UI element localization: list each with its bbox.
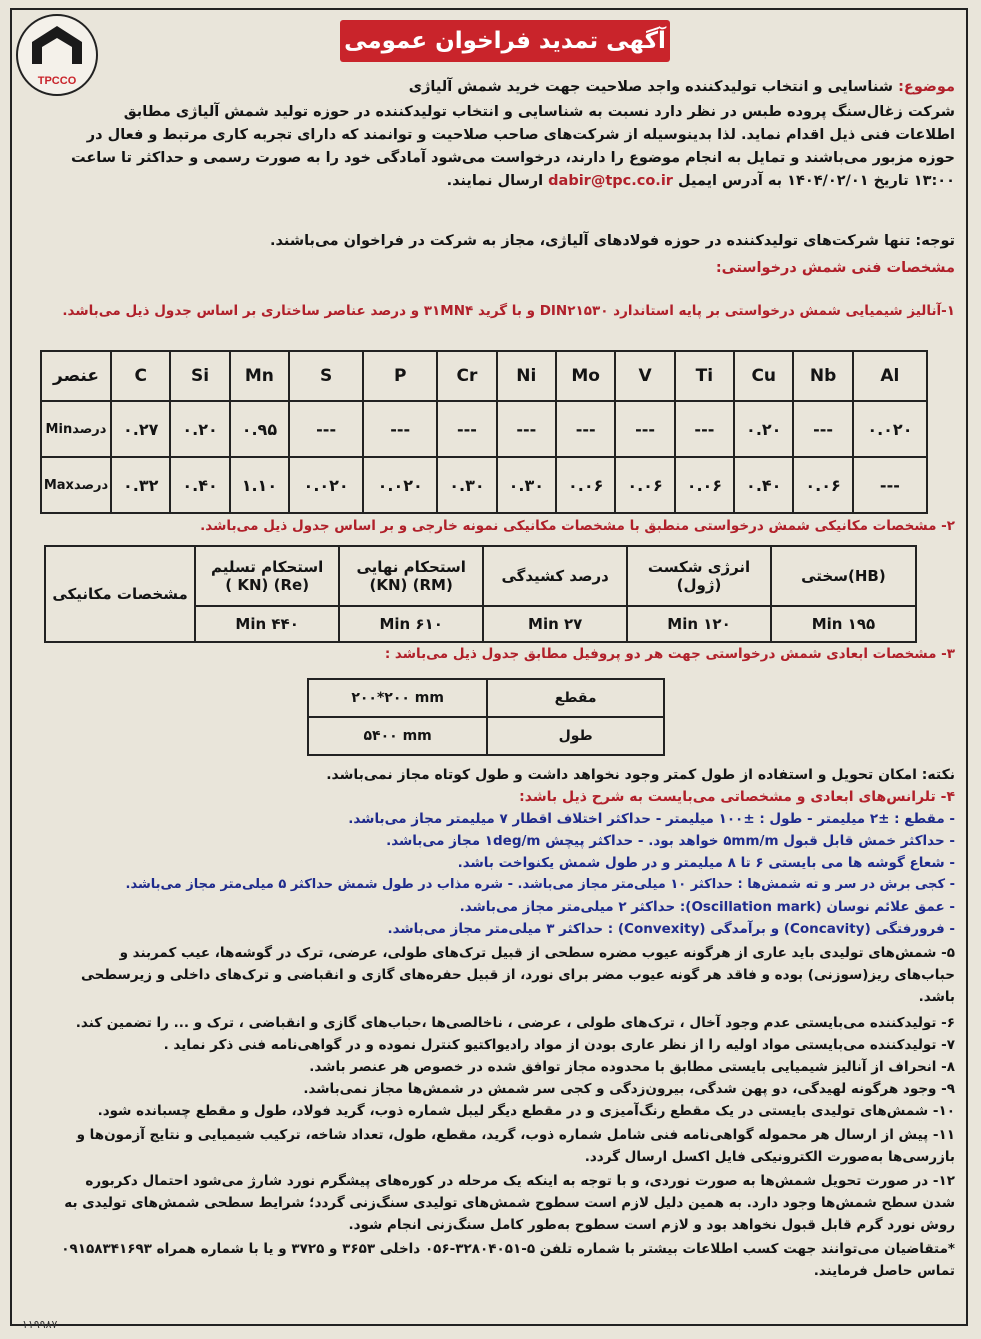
intro-line-3: حوزه مزبور می‌باشند و تمایل به انجام موضوع را دارند، درخواست می‌شود آمادگی خود را به صورت رسمی و حداکثر تا ساعت	[71, 150, 955, 166]
subject-line	[55, 76, 955, 99]
mechanical-properties-table	[44, 545, 917, 643]
min-cell: ---	[363, 401, 437, 457]
max-cell: ۰.۳۲	[111, 457, 170, 513]
max-cell: ---	[853, 457, 927, 513]
tolerance-line: - شعاع گوشه ها می بایستی ۶ تا ۸ میلیمتر و در طول شمش یکنواخت باشد.	[457, 855, 955, 871]
item-12: ۱۲- در صورت تحویل شمش‌ها به صورت نوردی، و با توجه به اینکه یک مرحله در کوره‌های پیشگرم نورد شارژ می‌شود احتمال دکربوره شدن سطح شمش‌ها وجود دارد. به همین دلیل لازم است سطوح شمش‌های تولیدی سنگ‌زنی گردد؛ شرایط سطحی شمش‌های تولیدی به روش نورد گرم قابل قبول نخواهد بود و لازم است سطوح به‌طور کامل سنگ‌زنی انجام شود.	[64, 1173, 955, 1233]
min-cell: ---	[793, 401, 852, 457]
dim-value-length: ۵۴۰۰ mm	[308, 717, 487, 755]
min-cell: ۰.۲۰	[734, 401, 793, 457]
send-text: ارسال نمایند.	[446, 173, 544, 189]
mech-header-impact: انرژی شکست (ژول)	[627, 546, 771, 606]
logo-text: TPCCO	[37, 75, 77, 87]
element-cell: Cu	[734, 351, 793, 401]
item-6: ۶- تولیدکننده می‌بایستی عدم وجود آخال ، ترک‌های طولی ، عرضی ، ناخالصی‌ها ،حباب‌های گازی و انقباضی ، ترک و ... را تضمین کند.	[75, 1015, 955, 1031]
item-9: ۹- وجود هرگونه لهیدگی، دو پهن شدگی، بیرون‌زدگی و کجی سر شمش در شمش‌ها مجاز نمی‌باشد.	[303, 1081, 955, 1097]
element-cell: Ti	[675, 351, 734, 401]
min-cell: ۰.۲۰	[170, 401, 229, 457]
tolerance-line: - عمق علائم نوسان (Oscillation mark): حداکثر ۲ میلی‌متر مجاز می‌باشد.	[459, 899, 955, 915]
mech-value-ultimate: Min ۶۱۰	[339, 606, 483, 642]
min-cell: ---	[289, 401, 363, 457]
specs-heading: مشخصات فنی شمش درخواستی:	[715, 260, 955, 276]
dim-value-section: ۲۰۰*۲۰۰ mm	[308, 679, 487, 717]
mech-value-yield: Min ۴۴۰	[195, 606, 339, 642]
mech-row-label: مشخصات مکانیکی	[45, 546, 195, 642]
ad-title-banner: آگهی تمدید فراخوان عمومی	[340, 20, 670, 62]
ad-number: ۱۱۹۹۸۷	[22, 1318, 58, 1331]
min-cell: ---	[615, 401, 674, 457]
subject-label: موضوع:	[898, 79, 955, 95]
item-2-mechanical: ۲- مشخصات مکانیکی شمش درخواستی منطبق با مشخصات مکانیکی نمونه خارجی و بر اساس جدول ذیل می‌باشد.	[200, 518, 955, 534]
max-cell: ۰.۰۶	[793, 457, 852, 513]
max-cell: ۰.۴۰	[734, 457, 793, 513]
max-cell: ۰.۴۰	[170, 457, 229, 513]
intro-line-2: اطلاعات فنی ذیل اقدام نماید. لذا بدینوسیله از شرکت‌های صاحب صلاحیت و توانمند که دارای تجربه کاری مرتبط و فعال در	[86, 127, 955, 143]
max-row-label: Maxدرصد	[41, 457, 111, 513]
element-cell: Cr	[437, 351, 496, 401]
subject-text: شناسایی و انتخاب تولیدکننده واجد صلاحیت جهت خرید شمش آلیاژی	[408, 79, 894, 95]
element-cell: Nb	[793, 351, 852, 401]
min-cell: ---	[437, 401, 496, 457]
min-row-label: Minدرصد	[41, 401, 111, 457]
element-cell: Si	[170, 351, 229, 401]
max-cell: ۰.۰۲۰	[289, 457, 363, 513]
item-7: ۷- تولیدکننده می‌بایستی مواد اولیه را از نظر عاری بودن از مواد رادیواکتیو کنترل نموده و در گواهی‌نامه فنی ذکر نماید .	[163, 1037, 955, 1053]
max-cell: ۰.۰۶	[675, 457, 734, 513]
max-cell: ۰.۳۰	[437, 457, 496, 513]
element-cell: Mn	[230, 351, 289, 401]
element-cell: Al	[853, 351, 927, 401]
item-3-dimensions: ۳- مشخصات ابعادی شمش درخواستی جهت هر دو پروفیل مطابق جدول ذیل می‌باشد :	[384, 646, 955, 662]
item-8: ۸- انحراف از آنالیز شیمیایی بایستی مطابق با محدوده مجاز توافق شده در خصوص هر عنصر باشد.	[309, 1059, 955, 1075]
min-cell: ۰.۹۵	[230, 401, 289, 457]
item-5-defects: ۵- شمش‌های تولیدی باید عاری از هرگونه عیوب مضره سطحی از قبیل ترک‌های طولی، عرضی، ترک در گوشه‌ها، عیب کمربند و حباب‌های ریز(سوزنی) بوده و فاقد هر گونه عیوب مضر برای نورد، از قبیل حفره‌های گازی و انقباضی و ترک‌های داخلی و زیرسطحی باشد.	[81, 945, 955, 1005]
element-cell: C	[111, 351, 170, 401]
tolerance-line: - مقطع : ±۲ میلیمتر - طول : ±۱۰۰ میلیمتر - حداکثر اختلاف اقطار ۷ میلیمتر مجاز می‌باشد.	[348, 811, 955, 827]
item-4-tolerances: ۴- تلرانس‌های ابعادی و مشخصاتی می‌بایست به شرح ذیل باشد:	[519, 789, 955, 805]
dimension-table	[307, 678, 665, 756]
mech-value-hardness: Min ۱۹۵	[771, 606, 916, 642]
mech-header-ultimate: استحکام نهایی (RM) (KN)	[339, 546, 483, 606]
intro-paragraph	[55, 101, 955, 193]
max-cell: ۰.۰۶	[556, 457, 615, 513]
min-cell: ۰.۰۲۰	[853, 401, 927, 457]
max-cell: ۰.۳۰	[497, 457, 556, 513]
mech-header-yield: استحکام تسلیم (Re) (KN )	[195, 546, 339, 606]
note-length: نکته: امکان تحویل و استفاده از طول کمتر وجود نخواهد داشت و طول کوتاه مجاز نمی‌باشد.	[326, 767, 955, 783]
element-cell: Ni	[497, 351, 556, 401]
mech-value-elongation: Min ۲۷	[483, 606, 627, 642]
min-cell: ۰.۲۷	[111, 401, 170, 457]
contact-info: *متقاضیان می‌توانند جهت کسب اطلاعات بیشتر با شماره تلفن ۵-۳۲۸۰۴۰۵۱-۰۵۶ داخلی ۳۶۵۳ و ۳۷۲۵ و یا با شماره همراه ۰۹۱۵۸۳۴۱۶۹۳ تماس حاصل فرمایند.	[61, 1241, 955, 1279]
intro-line-4	[55, 170, 955, 193]
dim-label-section: مقطع	[487, 679, 664, 717]
tolerance-line: - فرورفتگی (Concavity) و برآمدگی (Convexity) : حداکثر ۳ میلی‌متر مجاز می‌باشد.	[387, 921, 955, 937]
item-1-chemical: ۱-آنالیز شیمیایی شمش درخواستی بر پایه استاندارد DIN۲۱۵۳۰ و با گرید ۳۱MN۴ و درصد عناصر ساختاری بر اساس جدول ذیل می‌باشد.	[62, 303, 955, 319]
max-cell: ۰.۰۶	[615, 457, 674, 513]
min-cell: ---	[556, 401, 615, 457]
dim-label-length: طول	[487, 717, 664, 755]
min-cell: ---	[497, 401, 556, 457]
element-cell: S	[289, 351, 363, 401]
table-row	[308, 679, 664, 717]
intro-line-1: شرکت زغال‌سنگ پروده طبس در نظر دارد نسبت به شناسایی و انتخاب تولیدکننده در حوزه تولید شمش آلیاژی مطابق	[123, 104, 955, 120]
email-link[interactable]: dabir@tpc.co.ir	[548, 173, 673, 189]
element-cell: Mo	[556, 351, 615, 401]
eligibility-note: توجه: تنها شرکت‌های تولیدکننده در حوزه فولادهای آلیاژی، مجاز به شرکت در فراخوان می‌باشند.	[270, 233, 955, 249]
table-row	[41, 457, 927, 513]
table-row	[45, 546, 916, 606]
mech-header-hardness: سختی(HB)	[771, 546, 916, 606]
deadline-text: ۱۳:۰۰ تاریخ ۱۴۰۴/۰۲/۰۱ به آدرس ایمیل	[678, 173, 955, 189]
mech-header-elongation: درصد کشیدگی	[483, 546, 627, 606]
min-cell: ---	[675, 401, 734, 457]
tolerance-line: - کجی برش در سر و ته شمش‌ها : حداکثر ۱۰ میلی‌متر مجاز می‌باشد. - شره مذاب در طول شمش حداکثر ۵ میلی‌متر مجاز می‌باشد.	[125, 877, 955, 892]
element-cell: P	[363, 351, 437, 401]
table-row	[41, 401, 927, 457]
mech-value-impact: Min ۱۲۰	[627, 606, 771, 642]
table-row	[308, 717, 664, 755]
chemical-composition-table	[40, 350, 928, 514]
item-10: ۱۰- شمش‌های تولیدی بایستی در یک مقطع رنگ‌آمیزی و در مقطع دیگر لیبل شماره ذوب، گرید فولاد، طول و مقطع چسبانده شود.	[97, 1103, 955, 1119]
table-row	[41, 351, 927, 401]
element-cell: V	[615, 351, 674, 401]
header-cell-element: عنصر	[41, 351, 111, 401]
max-cell: ۰.۰۲۰	[363, 457, 437, 513]
tolerance-line: - حداکثر خمش قابل قبول ۵mm/m خواهد بود. - حداکثر پیچش ۱deg/m مجاز می‌باشد.	[386, 833, 955, 849]
item-11: ۱۱- پیش از ارسال هر محموله گواهی‌نامه فنی شامل شماره ذوب، گرید، مقطع، طول، تعداد شاخه، ترکیب شیمیایی و نتایج آزمون‌ها و بازرسی‌ها به‌صورت الکترونیکی فایل اکسل ارسال گردد.	[76, 1127, 955, 1165]
max-cell: ۱.۱۰	[230, 457, 289, 513]
